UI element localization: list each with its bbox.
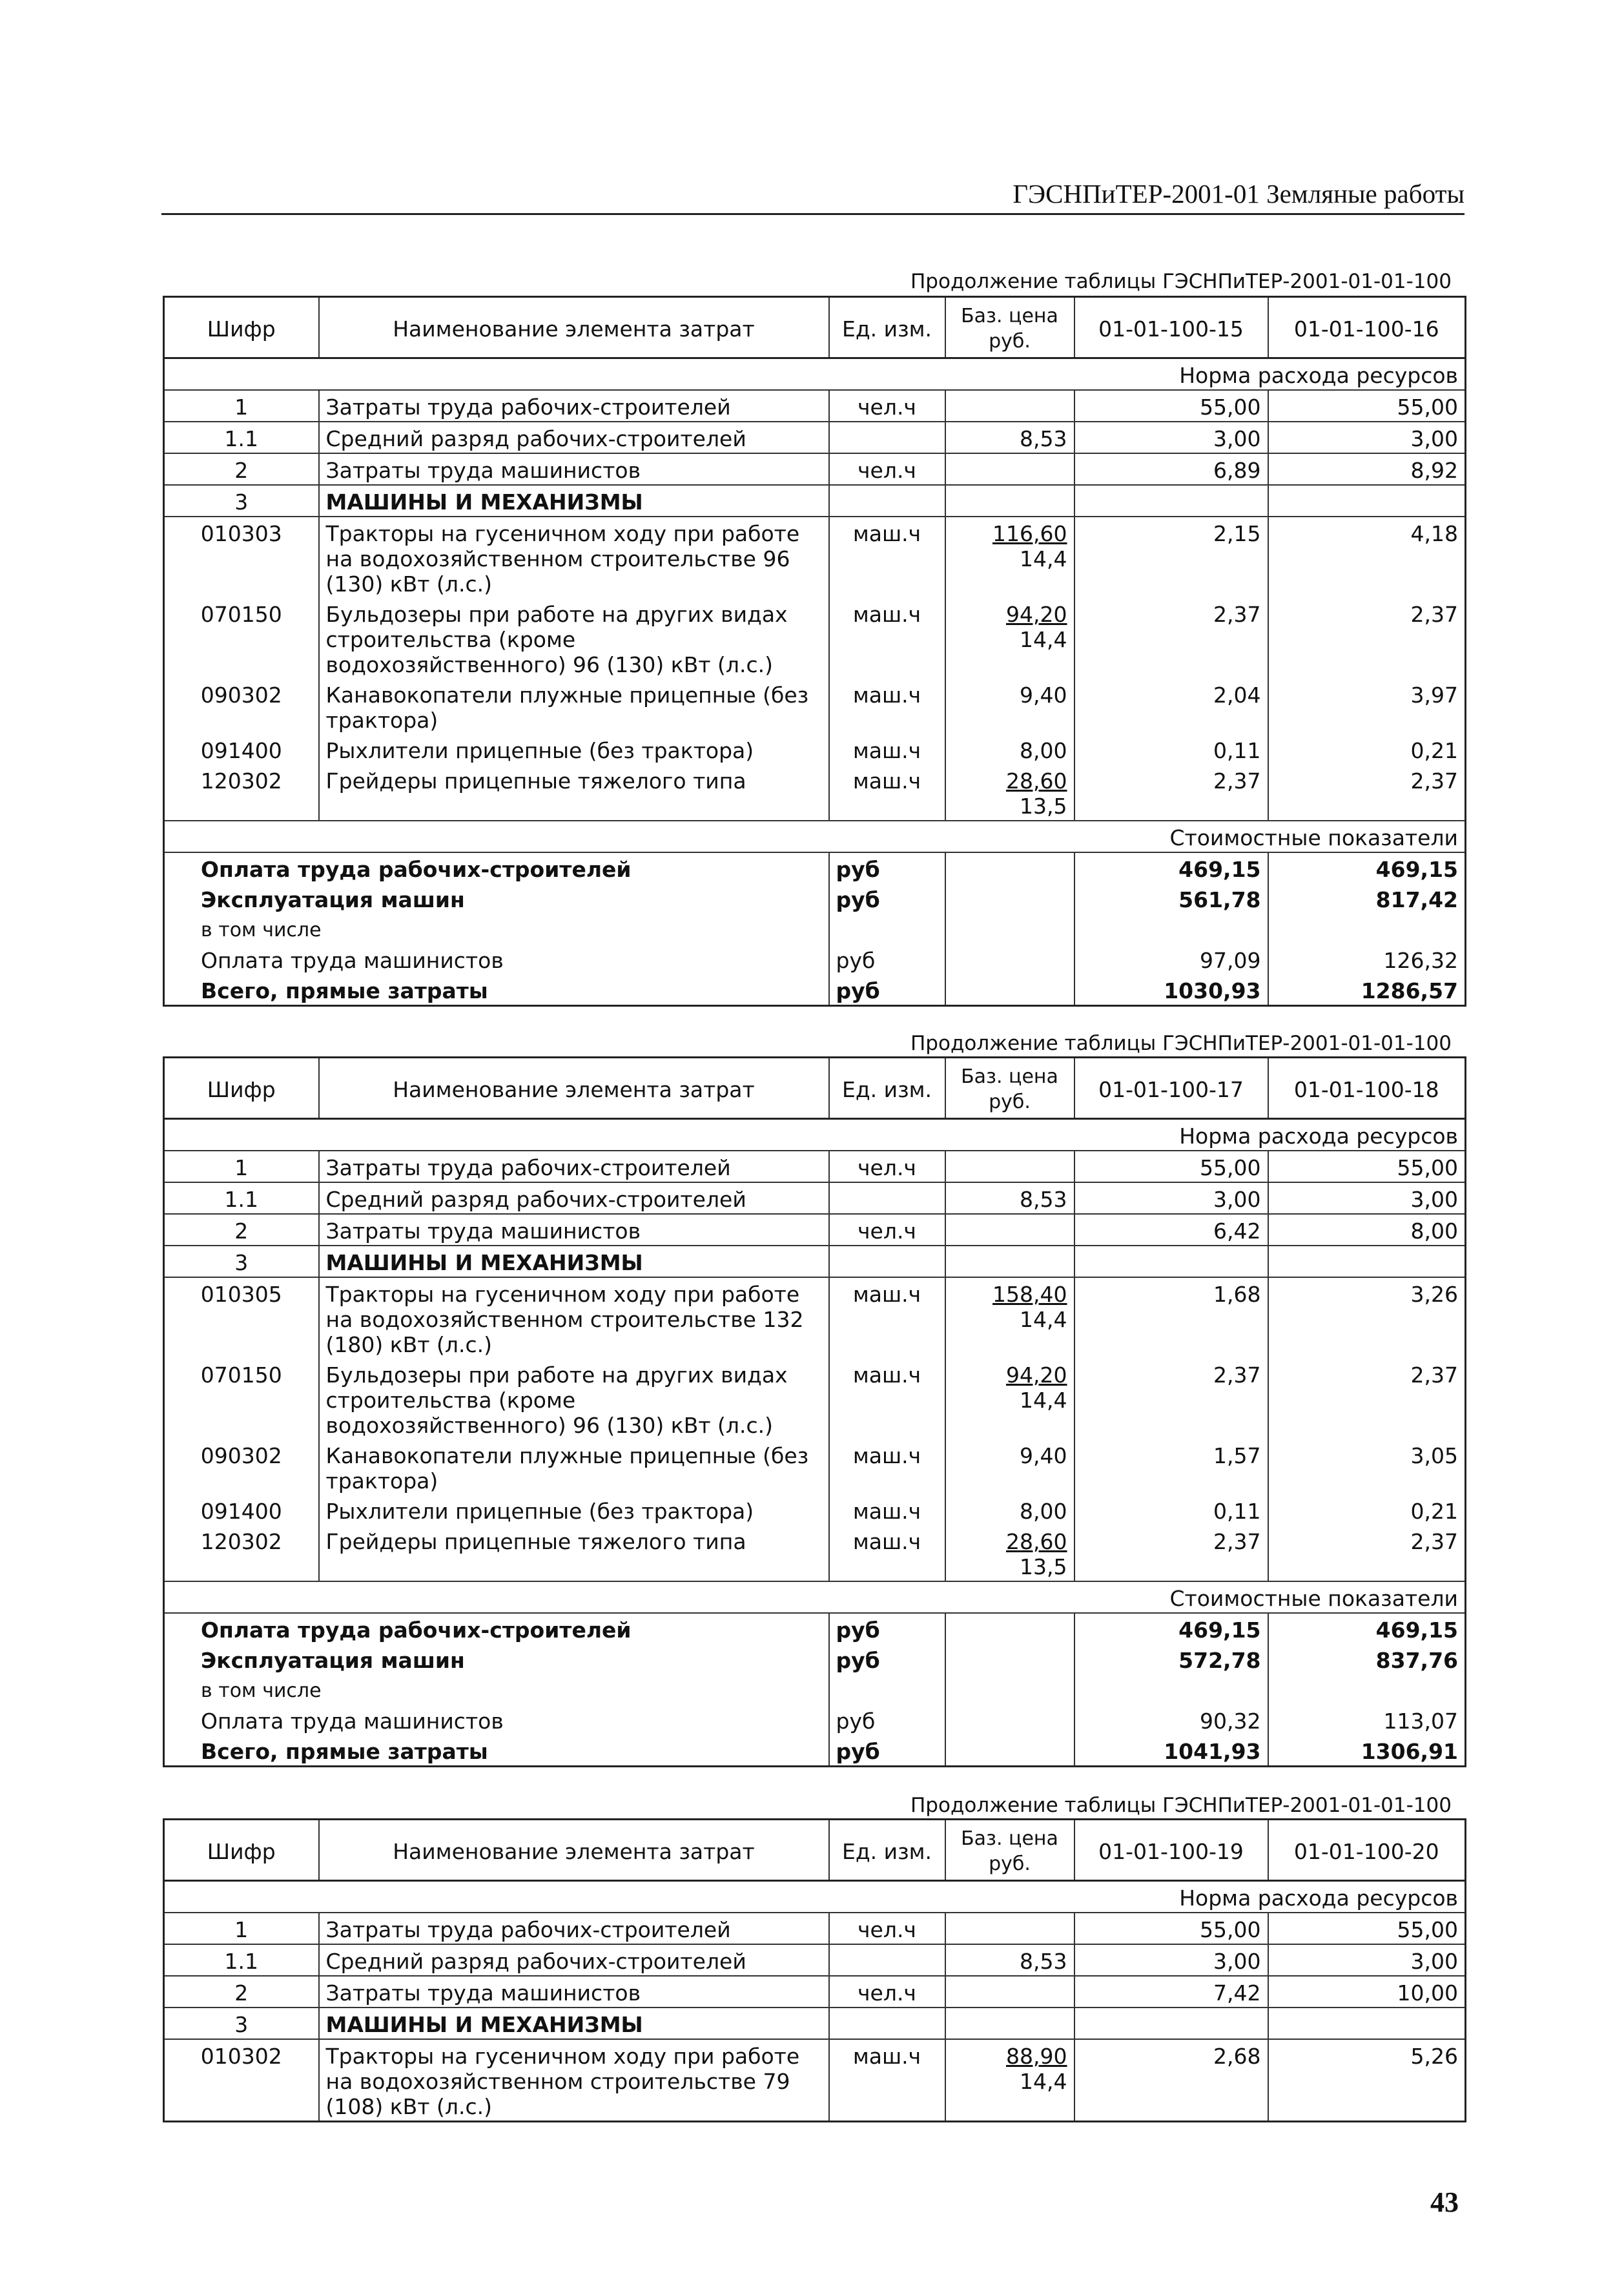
table-row bbox=[164, 765, 1466, 821]
price-value: 116,60 bbox=[992, 521, 1067, 546]
table-row bbox=[164, 1151, 1466, 1182]
row-value-1: 0,11 bbox=[1074, 734, 1268, 765]
row-price bbox=[945, 734, 1074, 765]
header-price: Баз. цена руб. bbox=[945, 1820, 1074, 1881]
row-value-2 bbox=[1268, 485, 1466, 517]
row-value-2: 3,26 bbox=[1268, 1277, 1466, 1359]
cost-empty bbox=[945, 1705, 1074, 1735]
row-price bbox=[945, 453, 1074, 485]
price-coefficient: 14,4 bbox=[1020, 1307, 1067, 1332]
row-price bbox=[945, 2008, 1074, 2039]
row-value-2: 0,21 bbox=[1268, 734, 1466, 765]
row-price bbox=[945, 1246, 1074, 1277]
header-name: Наименование элемента затрат bbox=[319, 1820, 829, 1881]
header-code: Шифр bbox=[164, 1820, 319, 1881]
cost-name: в том числе bbox=[201, 1679, 322, 1702]
row-unit: маш.ч bbox=[829, 598, 945, 679]
row-price bbox=[945, 598, 1074, 679]
row-unit: чел.ч bbox=[829, 1214, 945, 1246]
table-row bbox=[164, 1525, 1466, 1581]
price-value: 94,20 bbox=[1006, 602, 1067, 627]
row-price bbox=[945, 1439, 1074, 1495]
row-price bbox=[945, 1525, 1074, 1581]
row-code: 1 bbox=[164, 1151, 319, 1182]
row-value-1: 0,11 bbox=[1074, 1495, 1268, 1525]
row-code: 1.1 bbox=[164, 422, 319, 453]
table-row bbox=[164, 679, 1466, 734]
row-value-1: 6,89 bbox=[1074, 453, 1268, 485]
norm-title-row bbox=[164, 358, 1466, 391]
price-value: 8,00 bbox=[1020, 738, 1067, 763]
row-name: Тракторы на гусеничном ходу при работе на водохозяйственном строительстве 132 (180) кВт (л.с.) bbox=[319, 1277, 829, 1359]
norm-title: Норма расхода ресурсов bbox=[164, 1119, 1466, 1151]
row-value-2: 3,00 bbox=[1268, 1944, 1466, 1976]
cost-unit: руб bbox=[829, 1705, 945, 1735]
cost-value-2: 1286,57 bbox=[1268, 974, 1466, 1006]
cost-unit: руб bbox=[829, 883, 945, 914]
row-value-2: 3,00 bbox=[1268, 1182, 1466, 1214]
row-name: Рыхлители прицепные (без трактора) bbox=[319, 1495, 829, 1525]
table-caption: Продолжение таблицы ГЭСНПиТЕР-2001-01-01-100 bbox=[910, 1794, 1452, 1817]
cost-value-1: 469,15 bbox=[1074, 852, 1268, 883]
cost-value-1: 1041,93 bbox=[1074, 1735, 1268, 1767]
cost-value-1: 97,09 bbox=[1074, 944, 1268, 974]
running-header: ГЭСНПиТЕР-2001-01 Земляные работы bbox=[1012, 179, 1465, 209]
row-value-1: 7,42 bbox=[1074, 1976, 1268, 2008]
cost-unit bbox=[829, 1674, 945, 1705]
norm-title: Норма расхода ресурсов bbox=[164, 358, 1466, 391]
row-value-1 bbox=[1074, 1246, 1268, 1277]
cost-value-2: 469,15 bbox=[1268, 1613, 1466, 1644]
table-row bbox=[164, 517, 1466, 598]
price-value: 8,53 bbox=[1020, 1949, 1067, 1974]
row-value-2 bbox=[1268, 2008, 1466, 2039]
row-value-1: 3,00 bbox=[1074, 1944, 1268, 1976]
cost-unit: руб bbox=[829, 852, 945, 883]
cost-empty bbox=[945, 1735, 1074, 1767]
norm-title-row bbox=[164, 1881, 1466, 1913]
row-unit bbox=[829, 2008, 945, 2039]
row-unit: маш.ч bbox=[829, 734, 945, 765]
cost-name: Эксплуатация машин bbox=[201, 1648, 465, 1673]
table-row bbox=[164, 1439, 1466, 1495]
cost-name: Оплата труда рабочих-строителей bbox=[201, 1618, 632, 1643]
row-value-1: 1,57 bbox=[1074, 1439, 1268, 1495]
row-value-2: 2,37 bbox=[1268, 765, 1466, 821]
cost-value-1 bbox=[1074, 1674, 1268, 1705]
row-price bbox=[945, 2039, 1074, 2122]
price-coefficient: 14,4 bbox=[1020, 627, 1067, 652]
norm-title: Норма расхода ресурсов bbox=[164, 1881, 1466, 1913]
header-col1: 01-01-100-19 bbox=[1074, 1820, 1268, 1881]
row-code: 1 bbox=[164, 390, 319, 422]
row-name: Затраты труда машинистов bbox=[319, 1214, 829, 1246]
row-price bbox=[945, 765, 1074, 821]
row-code: 3 bbox=[164, 1246, 319, 1277]
table-row bbox=[164, 1913, 1466, 1944]
cost-value-2 bbox=[1268, 1674, 1466, 1705]
row-value-2: 4,18 bbox=[1268, 517, 1466, 598]
row-unit: маш.ч bbox=[829, 2039, 945, 2122]
cost-row bbox=[164, 1644, 1466, 1674]
row-price bbox=[945, 422, 1074, 453]
table-header-row bbox=[164, 297, 1466, 358]
price-coefficient: 13,5 bbox=[1020, 1554, 1067, 1579]
table-row bbox=[164, 1277, 1466, 1359]
row-code: 010303 bbox=[200, 521, 282, 546]
row-value-1: 2,68 bbox=[1074, 2039, 1268, 2122]
table-row bbox=[164, 390, 1466, 422]
row-unit bbox=[829, 422, 945, 453]
row-price bbox=[945, 1976, 1074, 2008]
table-row bbox=[164, 734, 1466, 765]
cost-value-2: 113,07 bbox=[1268, 1705, 1466, 1735]
cost-row bbox=[164, 1705, 1466, 1735]
table-row bbox=[164, 1359, 1466, 1439]
cost-empty bbox=[945, 1644, 1074, 1674]
row-value-1: 55,00 bbox=[1074, 1151, 1268, 1182]
row-unit: чел.ч bbox=[829, 453, 945, 485]
header-price: Баз. цена руб. bbox=[945, 1058, 1074, 1119]
table-row bbox=[164, 1944, 1466, 1976]
row-unit: маш.ч bbox=[829, 765, 945, 821]
cost-value-1: 561,78 bbox=[1074, 883, 1268, 914]
header-col2: 01-01-100-16 bbox=[1268, 297, 1466, 358]
row-value-2: 8,92 bbox=[1268, 453, 1466, 485]
row-value-1: 2,37 bbox=[1074, 765, 1268, 821]
row-code: 010302 bbox=[200, 2044, 282, 2069]
row-value-2: 55,00 bbox=[1268, 1151, 1466, 1182]
price-value: 88,90 bbox=[1006, 2044, 1067, 2069]
header-name: Наименование элемента затрат bbox=[319, 297, 829, 358]
table-row bbox=[164, 485, 1466, 517]
table-caption: Продолжение таблицы ГЭСНПиТЕР-2001-01-01-100 bbox=[910, 1032, 1452, 1055]
table-row bbox=[164, 453, 1466, 485]
cost-row bbox=[164, 974, 1466, 1006]
cost-empty bbox=[945, 974, 1074, 1006]
row-unit: чел.ч bbox=[829, 1976, 945, 2008]
cost-row bbox=[164, 852, 1466, 883]
row-price bbox=[945, 1182, 1074, 1214]
cost-unit: руб bbox=[829, 1735, 945, 1767]
row-price bbox=[945, 679, 1074, 734]
cost-value-1: 469,15 bbox=[1074, 1613, 1268, 1644]
resource-table bbox=[163, 1056, 1466, 1767]
cost-value-1: 572,78 bbox=[1074, 1644, 1268, 1674]
header-col2: 01-01-100-18 bbox=[1268, 1058, 1466, 1119]
row-code: 3 bbox=[164, 485, 319, 517]
row-price bbox=[945, 1495, 1074, 1525]
row-price bbox=[945, 1359, 1074, 1439]
row-value-2: 0,21 bbox=[1268, 1495, 1466, 1525]
row-name: Канавокопатели плужные прицепные (без трактора) bbox=[319, 1439, 829, 1495]
table-row bbox=[164, 1495, 1466, 1525]
table-row bbox=[164, 422, 1466, 453]
row-unit: маш.ч bbox=[829, 1359, 945, 1439]
row-name: Средний разряд рабочих-строителей bbox=[319, 1944, 829, 1976]
row-name: Затраты труда рабочих-строителей bbox=[319, 390, 829, 422]
cost-value-2: 1306,91 bbox=[1268, 1735, 1466, 1767]
row-name: Затраты труда рабочих-строителей bbox=[319, 1151, 829, 1182]
header-rule bbox=[161, 213, 1465, 215]
header-col1: 01-01-100-17 bbox=[1074, 1058, 1268, 1119]
row-value-1: 2,04 bbox=[1074, 679, 1268, 734]
header-unit: Ед. изм. bbox=[829, 1058, 945, 1119]
table-row bbox=[164, 2039, 1466, 2122]
cost-name: Оплата труда машинистов bbox=[201, 1709, 504, 1734]
row-value-1: 3,00 bbox=[1074, 1182, 1268, 1214]
row-value-2 bbox=[1268, 1246, 1466, 1277]
row-unit: маш.ч bbox=[829, 679, 945, 734]
table-caption: Продолжение таблицы ГЭСНПиТЕР-2001-01-01-100 bbox=[910, 270, 1452, 293]
cost-name: Оплата труда рабочих-строителей bbox=[201, 857, 632, 882]
cost-row bbox=[164, 1674, 1466, 1705]
row-name: Тракторы на гусеничном ходу при работе на водохозяйственном строительстве 79 (108) кВт (л.с.) bbox=[319, 2039, 829, 2122]
row-name: Средний разряд рабочих-строителей bbox=[319, 1182, 829, 1214]
row-price bbox=[945, 1277, 1074, 1359]
row-code: 1.1 bbox=[164, 1182, 319, 1214]
row-value-2: 2,37 bbox=[1268, 598, 1466, 679]
cost-value-2: 126,32 bbox=[1268, 944, 1466, 974]
row-value-1: 55,00 bbox=[1074, 390, 1268, 422]
price-value: 94,20 bbox=[1006, 1362, 1067, 1388]
table-row bbox=[164, 1246, 1466, 1277]
row-code: 091400 bbox=[200, 1499, 282, 1524]
price-coefficient: 14,4 bbox=[1020, 1388, 1067, 1413]
row-code: 2 bbox=[164, 1976, 319, 2008]
row-value-1 bbox=[1074, 485, 1268, 517]
row-value-2: 5,26 bbox=[1268, 2039, 1466, 2122]
row-value-1: 1,68 bbox=[1074, 1277, 1268, 1359]
row-name: Бульдозеры при работе на других видах строительства (кроме водохозяйственного) 96 (130) кВт (л.с.) bbox=[319, 1359, 829, 1439]
row-value-2: 10,00 bbox=[1268, 1976, 1466, 2008]
row-value-1 bbox=[1074, 2008, 1268, 2039]
row-name: Тракторы на гусеничном ходу при работе на водохозяйственном строительстве 96 (130) кВт (л.с.) bbox=[319, 517, 829, 598]
cost-name: Всего, прямые затраты bbox=[201, 978, 488, 1003]
row-value-2: 2,37 bbox=[1268, 1359, 1466, 1439]
cost-value-2: 837,76 bbox=[1268, 1644, 1466, 1674]
cost-empty bbox=[945, 1674, 1074, 1705]
row-unit bbox=[829, 1182, 945, 1214]
cost-title: Стоимостные показатели bbox=[164, 821, 1466, 852]
header-col1: 01-01-100-15 bbox=[1074, 297, 1268, 358]
row-value-1: 2,37 bbox=[1074, 1359, 1268, 1439]
row-value-2: 8,00 bbox=[1268, 1214, 1466, 1246]
row-value-2: 3,05 bbox=[1268, 1439, 1466, 1495]
table-header-row bbox=[164, 1820, 1466, 1881]
cost-title-row bbox=[164, 821, 1466, 852]
cost-row bbox=[164, 1613, 1466, 1644]
row-value-2: 3,00 bbox=[1268, 422, 1466, 453]
row-name: Рыхлители прицепные (без трактора) bbox=[319, 734, 829, 765]
row-unit: чел.ч bbox=[829, 1151, 945, 1182]
price-value: 8,53 bbox=[1020, 1187, 1067, 1212]
row-name: Затраты труда машинистов bbox=[319, 1976, 829, 2008]
row-price bbox=[945, 1944, 1074, 1976]
price-value: 28,60 bbox=[1006, 1529, 1067, 1554]
row-name: МАШИНЫ И МЕХАНИЗМЫ bbox=[319, 2008, 829, 2039]
cost-unit: руб bbox=[829, 974, 945, 1006]
row-unit: маш.ч bbox=[829, 1525, 945, 1581]
cost-value-2: 469,15 bbox=[1268, 852, 1466, 883]
row-name: МАШИНЫ И МЕХАНИЗМЫ bbox=[319, 1246, 829, 1277]
cost-value-2: 817,42 bbox=[1268, 883, 1466, 914]
cost-unit: руб bbox=[829, 1644, 945, 1674]
row-code: 120302 bbox=[200, 1529, 282, 1554]
row-name: МАШИНЫ И МЕХАНИЗМЫ bbox=[319, 485, 829, 517]
row-unit bbox=[829, 1246, 945, 1277]
row-value-1: 3,00 bbox=[1074, 422, 1268, 453]
cost-empty bbox=[945, 883, 1074, 914]
table-row bbox=[164, 1182, 1466, 1214]
price-coefficient: 14,4 bbox=[1020, 546, 1067, 571]
cost-value-1: 1030,93 bbox=[1074, 974, 1268, 1006]
row-value-2: 55,00 bbox=[1268, 1913, 1466, 1944]
cost-value-2 bbox=[1268, 914, 1466, 944]
row-name: Бульдозеры при работе на других видах строительства (кроме водохозяйственного) 96 (130) кВт (л.с.) bbox=[319, 598, 829, 679]
header-code: Шифр bbox=[164, 297, 319, 358]
cost-row bbox=[164, 944, 1466, 974]
row-code: 091400 bbox=[200, 738, 282, 763]
cost-row bbox=[164, 883, 1466, 914]
row-unit: маш.ч bbox=[829, 1495, 945, 1525]
resource-table bbox=[163, 1818, 1466, 2122]
row-price bbox=[945, 1214, 1074, 1246]
row-unit: маш.ч bbox=[829, 517, 945, 598]
row-price bbox=[945, 390, 1074, 422]
row-name: Канавокопатели плужные прицепные (без трактора) bbox=[319, 679, 829, 734]
cost-name: Оплата труда машинистов bbox=[201, 948, 504, 973]
cost-unit: руб bbox=[829, 944, 945, 974]
table-header-row bbox=[164, 1058, 1466, 1119]
cost-unit: руб bbox=[829, 1613, 945, 1644]
cost-empty bbox=[945, 1613, 1074, 1644]
row-value-2: 3,97 bbox=[1268, 679, 1466, 734]
cost-empty bbox=[945, 944, 1074, 974]
row-code: 090302 bbox=[200, 1443, 282, 1468]
row-name: Затраты труда машинистов bbox=[319, 453, 829, 485]
row-value-1: 2,37 bbox=[1074, 1525, 1268, 1581]
row-value-1: 6,42 bbox=[1074, 1214, 1268, 1246]
table-row bbox=[164, 2008, 1466, 2039]
header-unit: Ед. изм. bbox=[829, 297, 945, 358]
row-code: 1.1 bbox=[164, 1944, 319, 1976]
row-code: 2 bbox=[164, 453, 319, 485]
cost-row bbox=[164, 914, 1466, 944]
row-unit: чел.ч bbox=[829, 1913, 945, 1944]
price-value: 8,00 bbox=[1020, 1499, 1067, 1524]
row-price bbox=[945, 485, 1074, 517]
cost-value-1 bbox=[1074, 914, 1268, 944]
price-value: 8,53 bbox=[1020, 426, 1067, 451]
header-code: Шифр bbox=[164, 1058, 319, 1119]
price-value: 28,60 bbox=[1006, 768, 1067, 794]
row-code: 070150 bbox=[200, 602, 282, 627]
header-col2: 01-01-100-20 bbox=[1268, 1820, 1466, 1881]
header-unit: Ед. изм. bbox=[829, 1820, 945, 1881]
row-unit: чел.ч bbox=[829, 390, 945, 422]
row-value-2: 55,00 bbox=[1268, 390, 1466, 422]
row-code: 120302 bbox=[200, 768, 282, 794]
row-name: Средний разряд рабочих-строителей bbox=[319, 422, 829, 453]
table-row bbox=[164, 1976, 1466, 2008]
cost-empty bbox=[945, 852, 1074, 883]
table-row bbox=[164, 1214, 1466, 1246]
header-name: Наименование элемента затрат bbox=[319, 1058, 829, 1119]
row-name: Затраты труда рабочих-строителей bbox=[319, 1913, 829, 1944]
price-value: 9,40 bbox=[1020, 1443, 1067, 1468]
row-price bbox=[945, 1151, 1074, 1182]
table-row bbox=[164, 598, 1466, 679]
header-price: Баз. цена руб. bbox=[945, 297, 1074, 358]
cost-title-row bbox=[164, 1581, 1466, 1613]
cost-value-1: 90,32 bbox=[1074, 1705, 1268, 1735]
row-code: 2 bbox=[164, 1214, 319, 1246]
row-name: Грейдеры прицепные тяжелого типа bbox=[319, 1525, 829, 1581]
norm-title-row bbox=[164, 1119, 1466, 1151]
row-unit: маш.ч bbox=[829, 1439, 945, 1495]
cost-name: Эксплуатация машин bbox=[201, 887, 465, 912]
row-unit: маш.ч bbox=[829, 1277, 945, 1359]
cost-name: Всего, прямые затраты bbox=[201, 1739, 488, 1764]
row-price bbox=[945, 1913, 1074, 1944]
price-coefficient: 14,4 bbox=[1020, 2069, 1067, 2094]
row-name: Грейдеры прицепные тяжелого типа bbox=[319, 765, 829, 821]
cost-name: в том числе bbox=[201, 919, 322, 941]
price-coefficient: 13,5 bbox=[1020, 794, 1067, 819]
cost-empty bbox=[945, 914, 1074, 944]
resource-table bbox=[163, 296, 1466, 1007]
row-code: 3 bbox=[164, 2008, 319, 2039]
cost-title: Стоимостные показатели bbox=[164, 1581, 1466, 1613]
row-value-1: 2,15 bbox=[1074, 517, 1268, 598]
cost-unit bbox=[829, 914, 945, 944]
row-code: 070150 bbox=[200, 1362, 282, 1388]
row-code: 010305 bbox=[200, 1282, 282, 1307]
row-code: 1 bbox=[164, 1913, 319, 1944]
price-value: 9,40 bbox=[1020, 683, 1067, 708]
row-value-2: 2,37 bbox=[1268, 1525, 1466, 1581]
page-number: 43 bbox=[1430, 2186, 1459, 2218]
row-value-1: 55,00 bbox=[1074, 1913, 1268, 1944]
row-code: 090302 bbox=[200, 683, 282, 708]
cost-row bbox=[164, 1735, 1466, 1767]
row-unit bbox=[829, 1944, 945, 1976]
row-unit bbox=[829, 485, 945, 517]
row-value-1: 2,37 bbox=[1074, 598, 1268, 679]
price-value: 158,40 bbox=[992, 1282, 1067, 1307]
row-price bbox=[945, 517, 1074, 598]
